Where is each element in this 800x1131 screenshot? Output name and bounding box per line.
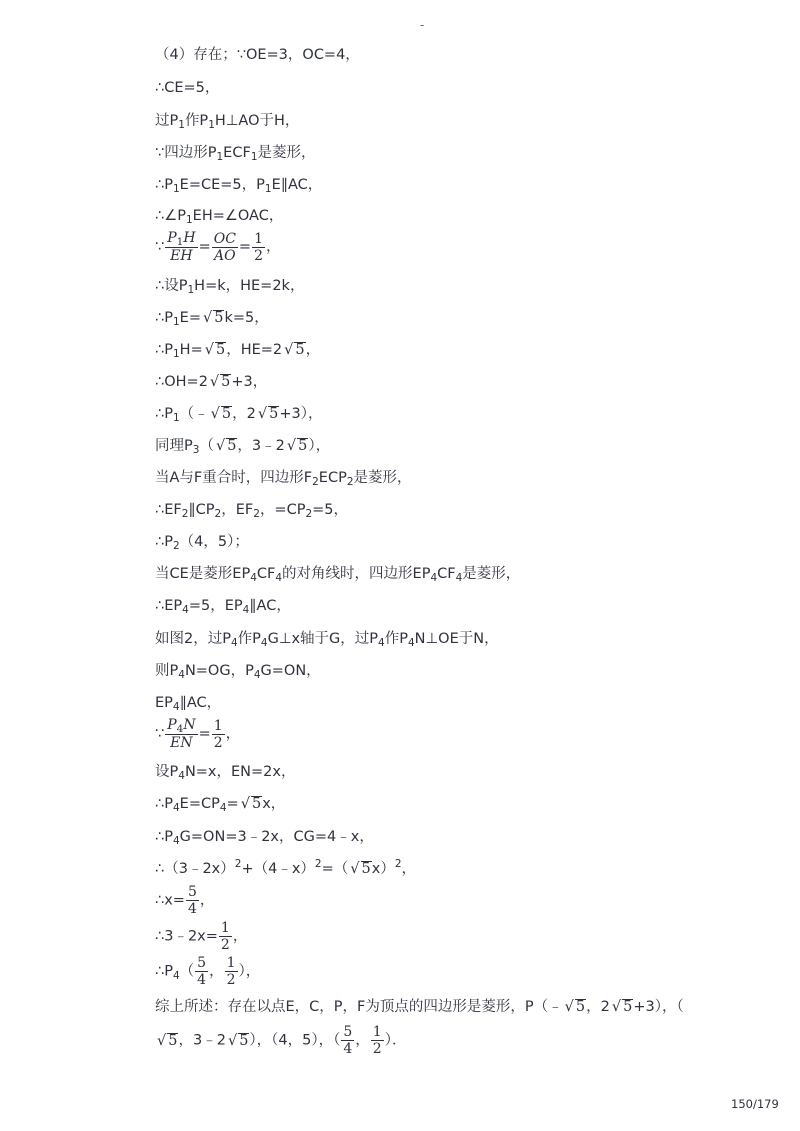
fraction-one-half: $\frac{1}{2}$: [226, 955, 236, 988]
line-6: $\therefore\angle P_1EH=\angle OAC$，: [155, 208, 284, 226]
sqrt-icon: √: [210, 406, 220, 422]
fraction-five-quarters: $\frac{5}{4}$: [197, 955, 207, 988]
sqrt-icon: √: [157, 1032, 167, 1049]
fraction-one-half: $\frac{1}{2}$: [220, 920, 230, 953]
fraction-five-quarters: $\frac{5}{4}$: [187, 884, 197, 917]
line-18: $\therefore EP_4=5$，$EP_4\parallel AC$，: [155, 598, 291, 616]
line-22-fraction: ∵ $\frac{P_4N}{EN}$ = $\frac{1}{2}$ ，: [155, 717, 241, 751]
line-4: ∵四边形$P_1ECF_1$是菱形，: [155, 145, 316, 163]
line-19: 如图2，过$P_4$作$P_4G\perp x$轴于G，过$P_4$作$P_4N\perp OE$于N，: [155, 631, 499, 649]
fraction-one-half: $\frac{1}{2}$: [372, 1024, 382, 1057]
sqrt-icon: √: [209, 374, 220, 390]
line-5: $\therefore P_1E=CE=5$，$P_1E\parallel AC$，: [155, 177, 323, 195]
line-29-fraction: $\therefore P_4$（ $\frac{5}{4}$ ， $\frac{1}{2}$ ），: [155, 955, 261, 988]
line-10: $\therefore P_1H=$ √ 5，HE=2 √ 5，: [155, 342, 321, 360]
line-12: $\therefore P_1(﹣$ √ 5，2 √ 5+3），: [155, 406, 323, 424]
fraction-p4n-en: $\frac{P_4N}{EN}$: [167, 717, 196, 751]
line-27-fraction: ∴x= $\frac{5}{4}$ ，: [155, 884, 215, 917]
header-dash: -: [420, 18, 425, 32]
line-1: （4）存在；∵OE=3，OC=4，: [155, 47, 360, 63]
sqrt-icon: √: [611, 999, 622, 1015]
fraction-one-half: $\frac{1}{2}$: [213, 717, 223, 751]
line-30-conclusion: 综上所述：存在以点E，C，P，F为顶点的四边形是菱形，P（﹣ √ 5，2 √ 5+3），（: [155, 999, 684, 1015]
fraction-five-quarters: $\frac{5}{4}$: [343, 1024, 353, 1057]
sqrt-icon: √: [227, 1032, 238, 1049]
line-2: ∴CE=5，: [155, 80, 220, 96]
fraction-one-half: $\frac{1}{2}$: [254, 230, 263, 264]
sqrt-icon: √: [284, 342, 294, 358]
line-23: 设$P_4N=x$，EN=2x，: [155, 764, 296, 782]
line-3: 过$P_1$作$P_1H\perp AO$于H，: [155, 113, 300, 131]
line-31-conclusion: √ 5，3﹣2 √ 5），（4，5），（ $\frac{5}{4}$ ， $\frac{1}{2}$ ）．: [157, 1024, 407, 1057]
line-11: ∴OH=2 √ 5+3，: [155, 374, 268, 390]
line-16: $\therefore P_2(4$，5）；: [155, 534, 249, 552]
line-7-fraction: ∵ $\frac{P_1H}{EH}$ = $\frac{OC}{AO}$ = $\frac{1}{2}$ ，: [155, 230, 281, 264]
line-14: 当A与F重合时，四边形$F_2ECP_2$是菱形，: [155, 470, 412, 488]
line-15: $\therefore EF_2\parallel CP_2$，$EF_2$，$=CP_2=5$，: [155, 502, 349, 520]
page-number: 150/179: [731, 1097, 779, 1111]
sqrt-icon: √: [350, 861, 360, 877]
line-21: $EP_4\parallel AC$，: [155, 695, 222, 713]
line-25: $\therefore P_4G=ON=3﹣2x$，CG=4﹣x，: [155, 829, 374, 847]
sqrt-icon: √: [286, 438, 297, 454]
line-28-fraction: ∴3﹣2x= $\frac{1}{2}$ ，: [155, 920, 248, 953]
line-13: 同理$P_3$（ √ 5，3﹣2 √ 5），: [155, 438, 331, 456]
fraction-p1h-eh: $\frac{P_1H}{EH}$: [167, 230, 196, 264]
line-17: 当CE是菱形$EP_4CF_4$的对角线时，四边形$EP_4CF_4$是菱形，: [155, 566, 521, 584]
line-24: $\therefore P_4E=CP_4=$ √ 5x，: [155, 796, 286, 814]
line-9: $\therefore P_1E=$ √ 5k=5，: [155, 310, 269, 328]
sqrt-icon: √: [204, 342, 214, 358]
fraction-oc-ao: $\frac{OC}{AO}$: [213, 230, 236, 264]
line-8: ∴设$P_1H=k$，HE=2k，: [155, 278, 305, 296]
sqrt-icon: √: [240, 796, 250, 812]
sqrt-icon: √: [257, 406, 268, 422]
sqrt-icon: √: [564, 999, 574, 1015]
line-20: 则$P_4N=OG$，$P_4G=ON$，: [155, 663, 321, 681]
sqrt-icon: √: [202, 310, 213, 326]
line-26: ∴（3﹣2x）$^2$+（4﹣x）$^2$=（ √ 5x）$^2$，: [155, 858, 417, 877]
sqrt-icon: √: [215, 438, 226, 454]
